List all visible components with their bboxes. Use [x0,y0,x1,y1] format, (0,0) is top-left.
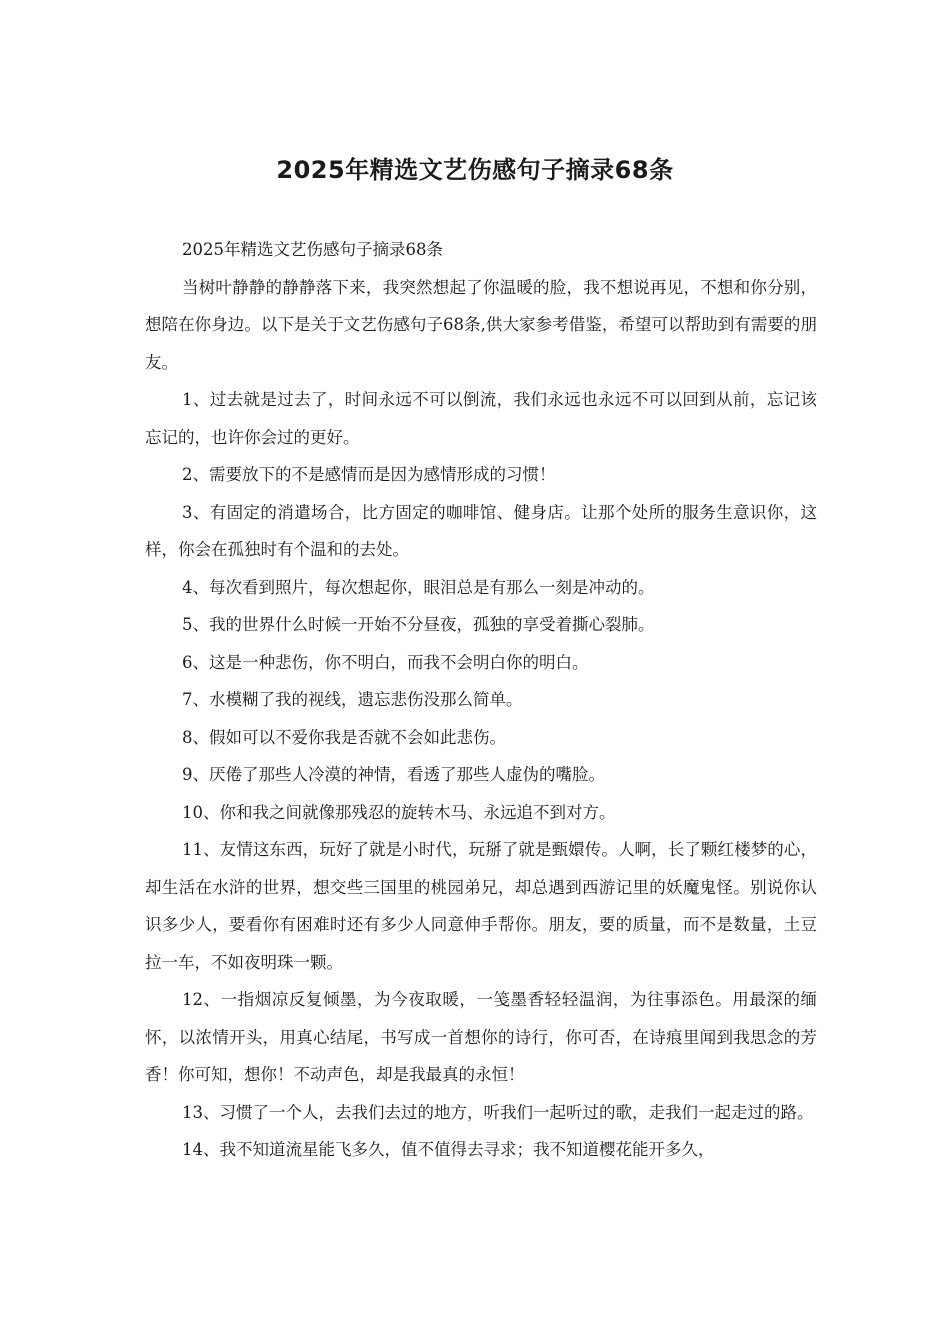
list-item: 11、友情这东西，玩好了就是小时代，玩掰了就是甄嬛传。人啊，长了颗红楼梦的心，却生活在水浒的世界，想交些三国里的桃园弟兄，却总遇到西游记里的妖魔鬼怪。别说你认识多少人，要看你有困难时还有多少人同意伸手帮你。朋友，要的质量，而不是数量，土豆拉一车，不如夜明珠一颗。 [145,840,817,972]
list-item: 9、厌倦了那些人冷漠的神情，看透了那些人虚伪的嘴脸。 [182,765,605,784]
list-item: 5、我的世界什么时候一开始不分昼夜，孤独的享受着撕心裂肺。 [182,615,655,634]
list-item: 1、过去就是过去了，时间永远不可以倒流，我们永远也永远不可以回到从前，忘记该忘记的，也许你会过的更好。 [145,390,817,447]
list-item: 4、每次看到照片，每次想起你，眼泪总是有那么一刻是冲动的。 [182,577,655,597]
list-item: 14、我不知道流星能飞多久，值不值得去寻求；我不知道樱花能开多久， [182,1140,715,1159]
list-item: 13、习惯了一个人，去我们去过的地方，听我们一起听过的歌，走我们一起走过的路。 [182,1102,814,1122]
list-item: 12、一指烟凉反复倾墨，为今夜取暖，一笺墨香轻轻温润，为往事添色。用最深的缅怀，以浓情开头，用真心结尾，书写成一首想你的诗行，你可否，在诗痕里闻到我思念的芳香！你可知，想你！不动声色，却是我最真的永恒！ [145,990,817,1084]
list-item: 2、需要放下的不是感情而是因为感情形成的习惯！ [182,465,556,484]
list-item: 7、水模糊了我的视线，遗忘悲伤没那么简单。 [182,690,523,709]
intro-paragraph: 当树叶静静的静静落下来，我突然想起了你温暖的脸，我不想说再见，不想和你分别，想陪在你身边。以下是关于文艺伤感句子68条,供大家参考借鉴，希望可以帮助到有需要的朋友。 [145,277,817,372]
subtitle-paragraph: 2025年精选文艺伤感句子摘录68条 [182,240,443,259]
document-title: 2025年精选文艺伤感句子摘录68条 [276,156,674,184]
list-item: 8、假如可以不爱你我是否就不会如此悲伤。 [182,727,506,747]
list-item: 3、有固定的消遣场合，比方固定的咖啡馆、健身店。让那个处所的服务生意识你，这样，你会在孤独时有个温和的去处。 [145,502,817,559]
list-item: 6、这是一种悲伤，你不明白，而我不会明白你的明白。 [182,652,589,672]
list-item: 10、你和我之间就像那残忍的旋转木马、永远追不到对方。 [182,802,616,822]
document-body [145,231,817,1169]
